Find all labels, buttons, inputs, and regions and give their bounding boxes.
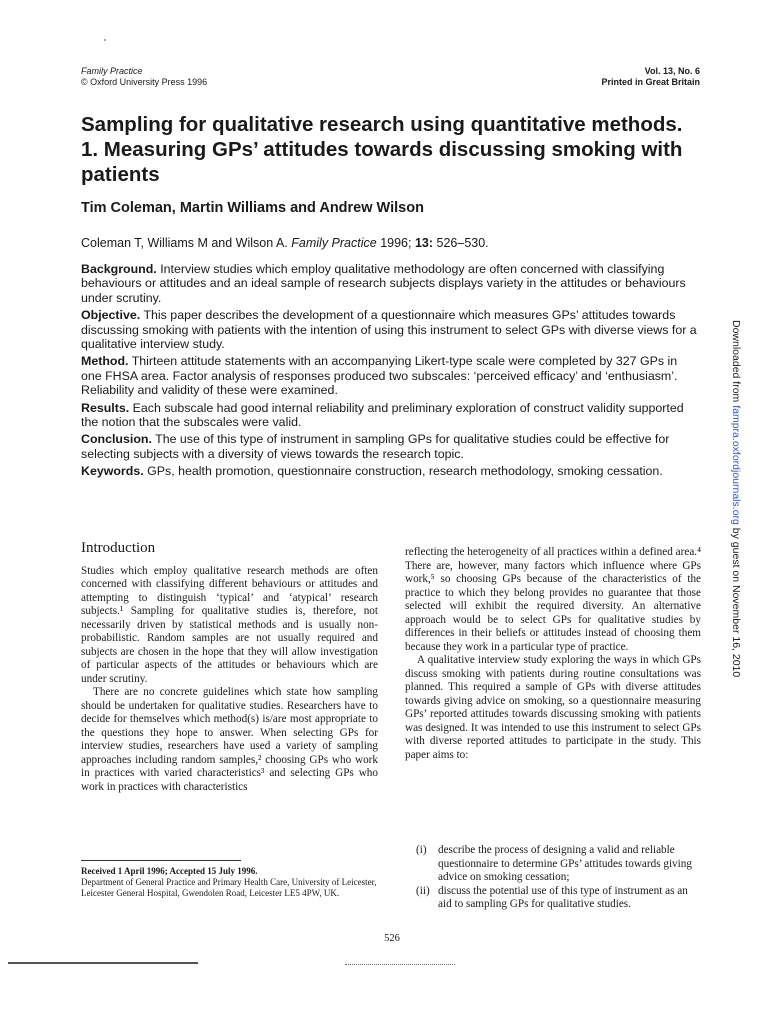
right-column — [405, 546, 701, 762]
aim-item — [416, 885, 701, 912]
citation-journal: Family Practice — [291, 236, 377, 250]
aim-text: describe the process of designing a valid and reliable questionnaire to determine GPs’ attitudes towards giving advice on smoking cessation; — [438, 844, 692, 883]
intro-paragraph-4: A qualitative interview study exploring the ways in which GPs discuss smoking with patients during routine consultations was planned. This required a sample of GPs with diverse attitudes towards giving advice on smoking, so a questionnaire measuring GPs’ reported attitudes towards discussing smoking with patients was designed. It was intended to use this instrument to select GPs with diverse reported attitudes to participate in the study. This paper aims to: — [405, 654, 701, 761]
aim-text: discuss the potential use of this type of instrument as an aid to sampling GPs for qualitative studies. — [438, 884, 688, 910]
citation-volume: 13: — [414, 236, 434, 250]
author-address: Department of General Practice and Primary Health Care, University of Leicester, Leicester General Hospital, Gwendolen Road, Leicester LE5 4PW, UK. — [81, 877, 377, 898]
citation-line — [81, 236, 701, 251]
background-label: Background. — [81, 262, 157, 276]
method-text: Thirteen attitude statements with an accompanying Likert-type scale were completed by 327 GPs in one FHSA area. Factor analysis of responses produced two subscales: ‘perceived efficacy’ and ‘enthusiasm’. Reliability and validity of these were examined. — [81, 354, 678, 398]
journal-header — [81, 66, 207, 88]
results-text: Each subscale had good internal reliability and preliminary exploration of construct validity supported the notion that the subscales were valid. — [81, 400, 684, 430]
conclusion-label: Conclusion. — [81, 432, 152, 447]
printed-line: Printed in Great Britain — [601, 77, 700, 87]
article-title: Sampling for qualitative research using quantitative methods. 1. Measuring GPs’ attitudes towards discussing smoking with patients — [81, 113, 683, 186]
author-list: Tim Coleman, Martin Williams and Andrew Wilson — [81, 200, 424, 216]
issue-header — [560, 66, 700, 88]
aim-number: (i) — [416, 844, 427, 856]
scan-artifact-line — [8, 962, 198, 964]
abstract-method — [81, 354, 701, 397]
left-column — [81, 542, 378, 794]
footnote — [81, 866, 381, 899]
section-heading: Introduction — [81, 540, 156, 556]
keywords-label: Keywords. — [81, 464, 144, 479]
volume-line: Vol. 13, No. 6 — [644, 66, 700, 76]
aim-item — [416, 844, 701, 885]
intro-paragraph-3: reflecting the heterogeneity of all practices within a defined area.⁴ There are, however, many factors which influence where GPs work,⁵ so choosing GPs because of the characteristics of the practice to which they belong provides no guarantee that those selected will exhibit the required diversity. An alternative approach would be to select GPs for qualitative studies by differences in their beliefs or attitudes instead of choosing them because they work in a particular type of practice. — [405, 546, 701, 653]
footnote-divider — [81, 860, 241, 861]
aim-number: (ii) — [416, 884, 430, 897]
publisher-line: © Oxford University Press 1996 — [81, 77, 208, 87]
abstract-conclusion — [81, 432, 701, 461]
conclusion-text: The use of this type of instrument in sampling GPs for qualitative studies could be effective for selecting subjects with a diversity of views towards the research topic. — [81, 432, 670, 461]
watermark-suffix: by guest on November 16, 2010 — [730, 527, 742, 678]
journal-name: Family Practice — [81, 66, 143, 76]
background-text: Interview studies which employ qualitative methodology are often concerned with classifying behaviours or attitudes and an ideal sample of research subjects displays variety in the attitudes or behaviours under scrutiny. — [81, 262, 686, 305]
abstract — [81, 262, 701, 482]
abstract-keywords — [81, 464, 701, 478]
download-watermark — [730, 320, 742, 700]
keywords-text: GPs, health promotion, questionnaire construction, research methodology, smoking cessation. — [147, 464, 663, 479]
results-label: Results. — [81, 400, 130, 415]
citation-authors: Coleman T, Williams M and Wilson A. — [81, 236, 288, 250]
citation-year: 1996; — [380, 236, 412, 250]
intro-paragraph-1: Studies which employ qualitative research methods are often concerned with classifying different behaviours or attitudes and attempting to distinguish ‘typical’ and ‘atypical’ research subjects.¹ Sampling for qualitative studies is, therefore, not necessarily driven by statistical methods and is usually non-probabilistic. Random samples are not usually required and subjects are chosen in the hope that they will allow investigation of particular aspects of the attitudes or behaviours which are under scrutiny. — [81, 564, 378, 685]
citation-pages: 526–530. — [436, 236, 489, 250]
objective-text: This paper describes the development of a questionnaire which measures GPs’ attitudes towards discussing smoking with patients with the intention of using this instrument to select GPs with diverse views for a qualitative interview study. — [81, 308, 697, 352]
watermark-link[interactable]: fampra.oxfordjournals.org — [730, 405, 742, 525]
abstract-background — [81, 262, 701, 305]
scan-speck — [104, 39, 106, 41]
watermark-prefix: Downloaded from — [730, 320, 742, 403]
scan-artifact-dots — [345, 964, 455, 966]
received-dates: Received 1 April 1996; Accepted 15 July 1996. — [81, 866, 258, 876]
abstract-results — [81, 401, 701, 430]
aims-list — [416, 844, 701, 912]
method-label: Method. — [81, 354, 129, 369]
intro-paragraph-2: There are no concrete guidelines which state how sampling should be undertaken for qualitative studies. Researchers have to decide for themselves which method(s) is/are most appropriate to the questions they hope to answer. When selecting GPs for interview studies, researchers have used a variety of sampling approaches including random samples,² choosing GPs who work in practices with varied characteristics³ and selecting GPs who work in practices with characteristics — [81, 686, 378, 793]
objective-label: Objective. — [81, 308, 141, 323]
abstract-objective — [81, 308, 701, 351]
page-number: 526 — [384, 933, 400, 944]
